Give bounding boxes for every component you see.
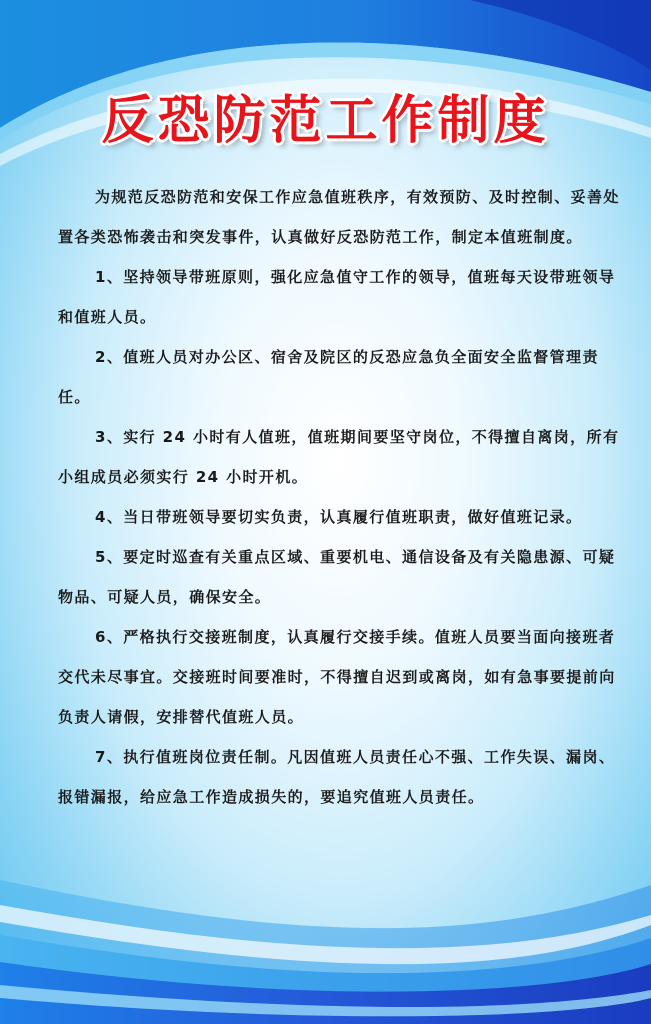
rule-item-5: 5、要定时巡查有关重点区域、重要机电、通信设备及有关隐患源、可疑物品、可疑人员，确保安全。 (58, 548, 616, 606)
intro-paragraph: 为规范反恐防范和安保工作应急值班秩序，有效预防、及时控制、妥善处置各类恐怖袭击和突发事件，认真做好反恐防范工作，制定本值班制度。 (58, 188, 620, 246)
rule-item-7: 7、执行值班岗位责任制。凡因值班人员责任心不强、工作失误、漏岗、报错漏报，给应急工作造成损失的，要追究值班人员责任。 (58, 748, 616, 806)
rule-item-1: 1、坚持领导带班原则，强化应急值守工作的领导，值班每天设带班领导和值班人员。 (58, 268, 616, 326)
rule-item-6: 6、严格执行交接班制度，认真履行交接手续。值班人员要当面向接班者交代未尽事宜。交接班时间要准时，不得擅自迟到或离岗，如有急事要提前向负责人请假，安排替代值班人员。 (58, 628, 616, 726)
rule-item-3: 3、实行 24 小时有人值班，值班期间要坚守岗位，不得擅自离岗，所有小组成员必须实行 24 小时开机。 (58, 428, 620, 486)
document-body (58, 177, 630, 817)
rule-item-4: 4、当日带班领导要切实负责，认真履行值班职责，做好值班记录。 (95, 508, 583, 526)
rule-item-2: 2、值班人员对办公区、宿舍及院区的反恐应急负全面安全监督管理责任。 (58, 348, 599, 406)
page-title: 反恐防范工作制度 (101, 91, 550, 151)
